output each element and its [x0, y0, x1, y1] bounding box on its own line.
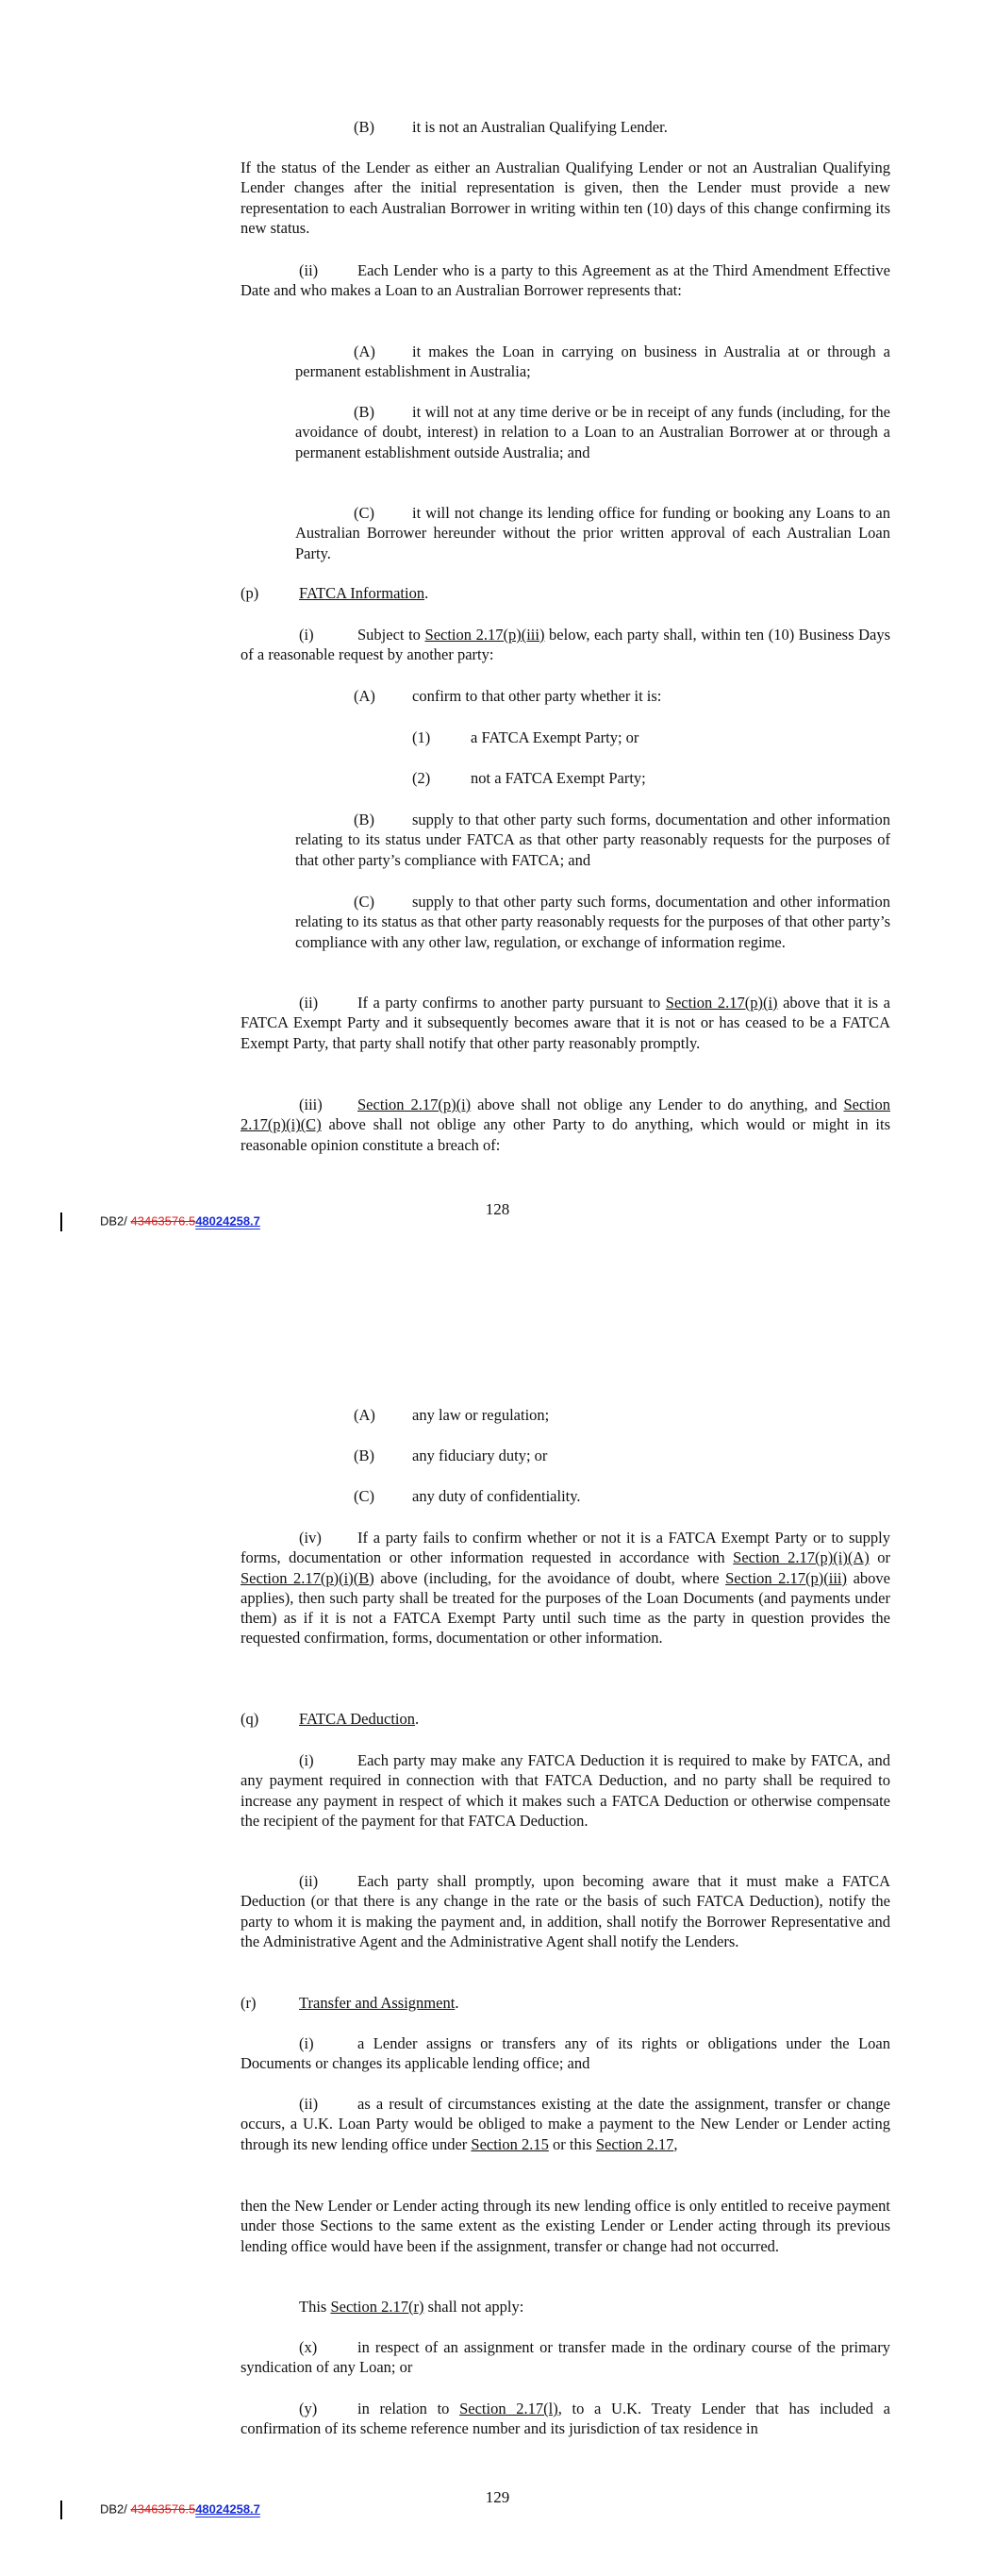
- section-ref-link[interactable]: Section 2.17(p)(iii): [725, 1568, 848, 1587]
- section-q-heading: (q) FATCA Deduction.: [240, 1710, 420, 1728]
- section-p-heading: (p) FATCA Information.: [240, 584, 429, 602]
- section-ref-link[interactable]: Section 2.15: [471, 2134, 549, 2153]
- clause-x: (x) in respect of an assignment or transfer made in the ordinary course of the primary syndication of any Loan; or: [240, 2338, 890, 2377]
- this-section-not-apply: This Section 2.17(r) shall not apply:: [299, 2298, 524, 2316]
- clause-p-2: (2) not a FATCA Exempt Party;: [412, 769, 646, 787]
- clause-p-c: (C) supply to that other party such forms, documentation and other information relating to its status as that other party reasonably requests for the purposes of that other party’s compliance with any other law, regulation, or exchange of information regime.: [295, 893, 890, 951]
- section-ref-link[interactable]: Section 2.17(r): [330, 2298, 424, 2316]
- section-ref-link[interactable]: Section 2.17(p)(i)(C): [240, 1096, 890, 1134]
- clause-y: (y) in relation to Section 2.17(l), to a U.K. Treaty Lender that has included a confirmation of its scheme reference number and its jurisdiction of tax residence in: [240, 2400, 890, 2438]
- section-ref-link[interactable]: Section 2.17(l): [459, 2400, 558, 2417]
- inserted-doc-id: 48024258.7: [195, 1213, 260, 1229]
- clause-ii-lender-represents: (ii) Each Lender who is a party to this Agreement as at the Third Amendment Effective Date and who makes a Loan to an Australian Borrower represents that:: [240, 261, 890, 300]
- deleted-doc-id: 43463576.5: [130, 2501, 196, 2517]
- section-ref-link[interactable]: Section 2.17(p)(i): [665, 994, 778, 1012]
- clause-p-a: (A) confirm to that other party whether it is:: [354, 687, 662, 705]
- clause-q-ii: (ii) Each party shall promptly, upon becoming aware that it must make a FATCA Deduction (or that there is any change in the rate or the basis of such FATCA Deduction), notify the party to whom it is making the payment and, in addition, shall notify the Borrower Representative and the Administrative Agent and the Administrative Agent shall notify the Lenders.: [240, 1872, 890, 1950]
- change-bar: [60, 1213, 62, 1231]
- page-number: 128: [485, 1200, 510, 1218]
- section-ref-link[interactable]: Section 2.17(p)(i): [357, 1096, 472, 1113]
- clause-c-confidentiality: (C) any duty of confidentiality.: [354, 1487, 581, 1505]
- change-bar: [60, 2501, 62, 2519]
- inserted-doc-id: 48024258.7: [195, 2501, 260, 2517]
- clause-iv-failure-to-confirm: (iv) If a party fails to confirm whether or not it is a FATCA Exempt Party or to supply forms, documentation or other information requested in accordance with Section 2.17(p)(i)(A) or Section 2.17(p)(i)(B) above (including, for the avoidance of doubt, where Section 2.17(p)(iii) above applies), then such party shall be treated for the purposes of the Loan Documents (and payments under them) as if it is not a FATCA Exempt Party until such time as the party in question provides the requested confirmation, forms, documentation or other information.: [240, 1529, 890, 1648]
- status-change-paragraph: If the status of the Lender as either an Australian Qualifying Lender or not an Australian Qualifying Lender changes after the initial representation is given, then the Lender must provide a new representation to each Australian Borrower in writing within ten (10) days of this change confirming its new status.: [240, 159, 890, 237]
- clause-a-law: (A) any law or regulation;: [354, 1406, 550, 1424]
- clause-b-no-funds-outside: (B) it will not at any time derive or be in receipt of any funds (including, for the avoidance of doubt, interest) in relation to a Loan to an Australian Borrower at or through a permanent establishment outside Australia; and: [295, 403, 890, 461]
- clause-q-i: (i) Each party may make any FATCA Deduction it is required to make by FATCA, and any payment required in connection with that FATCA Deduction, and no party shall be required to increase any payment in respect of which it makes such a FATCA Deduction or otherwise compensate the recipient of the payment for that FATCA Deduction.: [240, 1751, 890, 1830]
- section-ref-link[interactable]: Section 2.17: [595, 2134, 674, 2153]
- clause-c-lending-office: (C) it will not change its lending office for funding or booking any Loans to an Australian Borrower hereunder without the prior written approval of each Australian Loan Party.: [295, 504, 890, 562]
- clause-p-i: (i) Subject to Section 2.17(p)(iii) below, each party shall, within ten (10) Business Days of a reasonable request by another party:: [240, 626, 890, 664]
- section-r-heading: (r) Transfer and Assignment.: [240, 1994, 459, 2012]
- page-129: [0, 1288, 995, 2576]
- section-ref-link[interactable]: Section 2.17(p)(iii): [424, 626, 545, 644]
- document-footer: DB2/ 43463576.548024258.7: [60, 1213, 260, 1231]
- deleted-doc-id: 43463576.5: [130, 1213, 196, 1229]
- clause-b-fiduciary: (B) any fiduciary duty; or: [354, 1447, 548, 1464]
- clause-a-business-in-australia: (A) it makes the Loan in carrying on business in Australia at or through a permanent establishment in Australia;: [295, 343, 890, 381]
- page-number: 129: [485, 2488, 510, 2506]
- section-ref-link[interactable]: Section 2.17(p)(i)(B): [240, 1568, 374, 1587]
- clause-r-i: (i) a Lender assigns or transfers any of its rights or obligations under the Loan Documents or changes its applicable lending office; and: [240, 2034, 890, 2073]
- clause-p-iii: (iii) Section 2.17(p)(i) above shall not oblige any Lender to do anything, and Section 2.17(p)(i)(C) above shall not oblige any other Party to do anything, which would or might in its reasonable opinion constitute a breach of:: [240, 1096, 890, 1154]
- clause-r-ii: (ii) as a result of circumstances existing at the date the assignment, transfer or change occurs, a U.K. Loan Party would be obliged to make a payment to the New Lender or Lender acting through its new lending office under Section 2.15 or this Section 2.17,: [240, 2095, 890, 2153]
- clause-p-1: (1) a FATCA Exempt Party; or: [412, 728, 639, 746]
- then-paragraph: then the New Lender or Lender acting through its new lending office is only entitled to receive payment under those Sections to the same extent as the existing Lender or Lender acting through its previous lending office would have been if the assignment, transfer or change had not occurred.: [240, 2197, 890, 2255]
- clause-p-b: (B) supply to that other party such forms, documentation and other information relating to its status under FATCA as that other party reasonably requests for the purposes of that other party’s compliance with FATCA; and: [295, 811, 890, 869]
- clause-p-ii: (ii) If a party confirms to another party pursuant to Section 2.17(p)(i) above that it is a FATCA Exempt Party and it subsequently becomes aware that it is not or has ceased to be a FATCA Exempt Party, that party shall notify that other party reasonably promptly.: [240, 994, 890, 1052]
- document-footer: DB2/ 43463576.548024258.7: [60, 2501, 260, 2519]
- section-ref-link[interactable]: Section 2.17(p)(i)(A): [733, 1548, 870, 1567]
- clause-b-not-aql: (B) it is not an Australian Qualifying Lender.: [354, 118, 668, 136]
